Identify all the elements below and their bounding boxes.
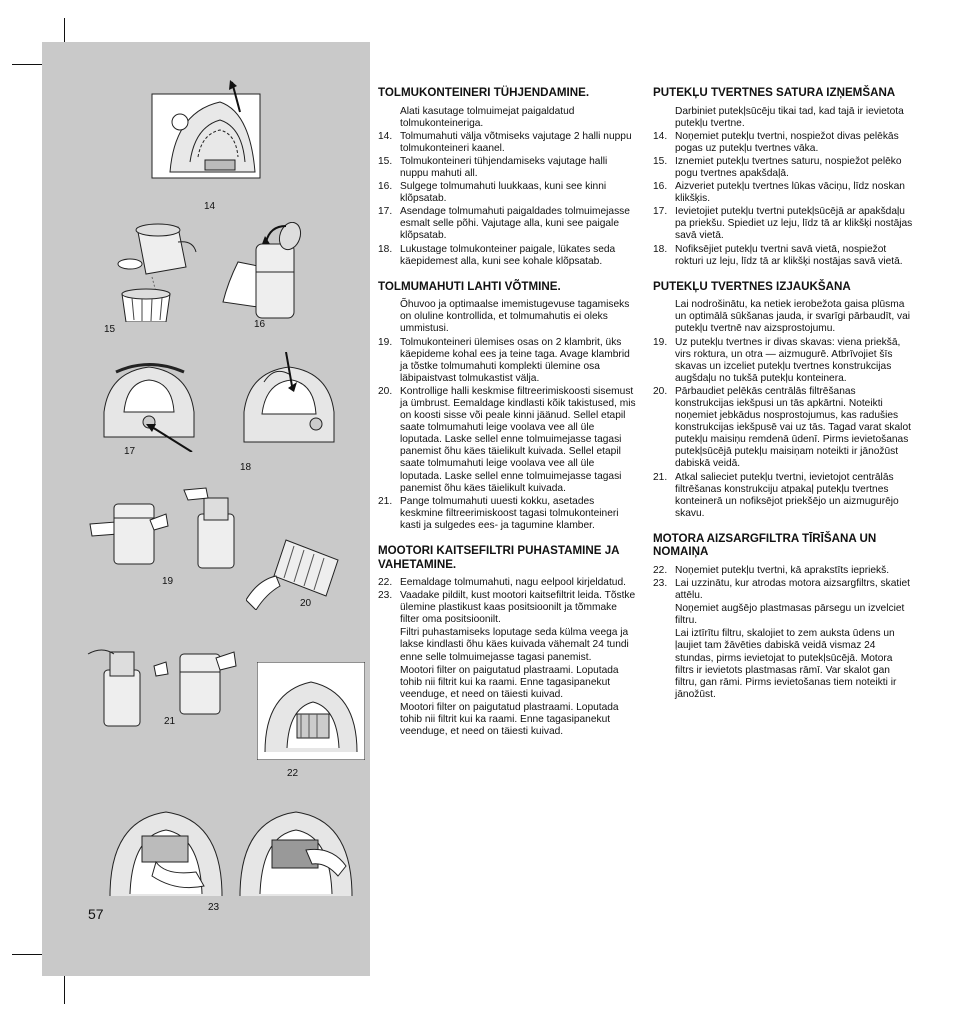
list-item <box>653 472 913 520</box>
item-text: Tolmumahuti välja võtmiseks vajutage 2 halli nuppu tolmukonteineri kaanel. <box>400 130 632 154</box>
motor-filter-illustration <box>257 662 365 760</box>
section-title: PUTEKĻU TVERTNES IZJAUKŠANA <box>653 279 851 293</box>
item-number: 23. <box>653 578 668 589</box>
lift-container-illustration <box>234 352 344 452</box>
item-text: Ievietojiet putekļu tvertni putekļsūcējā ar apakšdaļu pa priekšu. Spiediet uz leju, līdz tā ar klikšķi nostājas savā vietā. <box>675 206 913 242</box>
item-number: 20. <box>653 385 668 397</box>
list-item <box>653 244 913 268</box>
item-number: 22. <box>653 564 668 576</box>
item-text: Atkal salieciet putekļu tvertni, ievietojot centrālās filtrēšanas konstrukciju atpakaļ putekļu tvertnes konteinerā un nofiksējot priekšējo un aizmugurējo skavu. <box>675 471 899 519</box>
list-item <box>378 206 636 242</box>
item-number: 16. <box>378 181 393 193</box>
item-number: 21. <box>378 495 393 507</box>
paragraph: Lai iztīrītu filtru, skalojiet to zem auksta ūdens un ļaujiet tam žāvēties dabiskā veidā vismaz 24 stundas, pirms ievietojat to putekļsūcējā. Motora filtrs ir ievietots plastmasas rāmī. Var skalot gan filtru, gan rāmi. Pirms ievietošanas tiem noteikti ir jānožūst. <box>675 628 897 700</box>
section-disassemble-container <box>378 280 636 532</box>
figure-label-19: 19 <box>162 576 174 587</box>
item-number: 15. <box>378 155 393 167</box>
item-text: Lukustage tolmukonteiner paigale, lükates seda käepidemest alla, kuni see kohale klõpsatab. <box>400 243 616 267</box>
list-item <box>378 590 636 626</box>
section-empty-container <box>378 86 636 268</box>
item-number: 15. <box>653 155 668 167</box>
paragraph: Filtri puhastamiseks loputage seda külma veega ja lakse kindlasti õhu käes kuivada vähemalt 24 tundi enne selle tolmuimejasse tagasi panemist. <box>400 627 629 663</box>
item-text: Eemaldage tolmumahuti, nagu eelpool kirjeldatud. <box>400 577 626 588</box>
item-number: 19. <box>378 336 393 348</box>
section-title: MOOTORI KAITSEFILTRI PUHASTAMINE JA VAHETAMINE. <box>378 544 620 571</box>
section-empty-container <box>653 86 913 268</box>
item-number: 21. <box>653 471 668 483</box>
section-intro: Alati kasutage tolmuimejat paigaldatud tolmukonteineriga. <box>400 105 575 129</box>
figure-label-18: 18 <box>240 462 252 473</box>
item-text: Lai uzzinātu, kur atrodas motora aizsargfiltrs, skatiet attēlu. <box>675 578 910 602</box>
item-number: 14. <box>653 130 668 142</box>
list-item <box>378 181 636 205</box>
column-estonian <box>378 86 636 750</box>
list-item <box>378 577 636 589</box>
list-item <box>653 181 913 205</box>
list-item <box>653 578 913 602</box>
list-item <box>653 386 913 471</box>
vacuum-lid-open-illustration <box>150 72 270 192</box>
item-text: Sulgege tolmumahuti luukkaas, kuni see kinni klõpsatab. <box>400 181 607 205</box>
column-latvian <box>653 86 913 713</box>
item-text: Asendage tolmumahuti paigaldades tolmuimejasse esmalt selle põhi. Vajutage alla, kuni see paigale klõpsatab. <box>400 206 630 242</box>
motor-filter-remove-illustration <box>106 806 356 902</box>
item-number: 20. <box>378 385 393 397</box>
item-text: Nofiksējiet putekļu tvertni savā vietā, nospiežot rokturi uz leju, līdz tā ar klikšķi nostājas savā vietā. <box>675 243 903 267</box>
item-text: Noņemiet putekļu tvertni, nospiežot divas pelēkās pogas uz putekļu tvertnes vāka. <box>675 130 899 154</box>
item-text: Uz putekļu tvertnes ir divas skavas: viena priekšā, virs roktura, un otra — aizmugurē. Atbrīvojiet šīs skavas un izceliet putekļu tvertnes konstrukcijas augšdaļu no tukšā putekļu konteinera. <box>675 336 901 384</box>
item-text: Tolmukonteineri tühjendamiseks vajutage halli nuppu mahuti all. <box>400 155 608 179</box>
section-motor-filter <box>653 532 913 701</box>
list-item <box>378 496 636 532</box>
figure-label-16: 16 <box>254 319 266 330</box>
item-number: 19. <box>653 336 668 348</box>
unclip-container-illustration <box>94 352 204 452</box>
list-item <box>378 244 636 268</box>
emptying-container-illustration <box>108 222 198 322</box>
item-text: Tolmukonteineri ülemises osas on 2 klambrit, üks käepideme kohal ees ja teine taga. Avage klambrid ja tõstke tolmumahuti komplekti ülemine osa läbipaistvast tolmukastist välja. <box>400 336 630 384</box>
closing-lid-illustration <box>218 222 308 322</box>
section-title: TOLMUMAHUTI LAHTI VÕTMINE. <box>378 279 561 293</box>
list-item <box>653 337 913 385</box>
list-item <box>378 386 636 495</box>
rinse-container-illustration <box>88 484 248 574</box>
list-item <box>378 131 636 155</box>
paragraph: Noņemiet augšējo plastmasas pārsegu un izvelciet filtru. <box>675 603 905 627</box>
page-number: 57 <box>88 906 104 922</box>
list-item <box>653 206 913 242</box>
item-number: 18. <box>653 243 668 255</box>
list-item <box>653 156 913 180</box>
figure-label-23: 23 <box>208 902 220 913</box>
figure-label-15: 15 <box>104 324 116 335</box>
paragraph: Mootori filter on paigutatud plastraami. Loputada tohib nii filtrit kui ka raami. Enne tagasipanekut veenduge, et need on täiesti kuivad. <box>400 701 619 738</box>
section-intro: Darbiniet putekļsūcēju tikai tad, kad tajā ir ievietota putekļu tvertne. <box>675 105 904 129</box>
item-text: Pange tolmumahuti uuesti kokku, asetades keskmine filtreerimiskoost tagasi tolmukonteineri kasti ja sulgedes ees- ja tagumine klamber. <box>400 495 619 531</box>
item-number: 17. <box>653 206 668 218</box>
item-text: Iznemiet putekļu tvertnes saturu, nospiežot pelēko pogu tvertnes apakšdaļā. <box>675 155 902 179</box>
figure-label-20: 20 <box>300 598 312 609</box>
item-number: 18. <box>378 243 393 255</box>
list-item <box>378 156 636 180</box>
figure-label-17: 17 <box>124 446 136 457</box>
item-number: 23. <box>378 590 393 602</box>
list-item <box>653 565 913 577</box>
section-title: PUTEKĻU TVERTNES SATURA IZŅEMŠANA <box>653 86 896 99</box>
figure-label-14: 14 <box>204 201 216 212</box>
section-motor-filter <box>378 544 636 738</box>
item-text: Pārbaudiet pelēkās centrālās filtrēšanas konstrukcijas iekšpusi un tās apkārtni. Noteikti noņemiet jebkādus nosprostojumus, kas radušies konstrukcijas iekšpusē vai uz tās. Tagad varat skalot putekļu maisiņu remdenā ūdenī. Pirms ievietošanas putekļsūcējā putekļu maisiņam noteikti ir jānožūst dabiskā veidā. <box>675 385 911 470</box>
section-title: MOTORA AIZSARGFILTRA TĪRĪŠANA UN NOMAIŅA <box>653 531 877 559</box>
item-number: 16. <box>653 181 668 193</box>
item-number: 22. <box>378 577 393 588</box>
item-text: Kontrollige halli keskmise filtreerimiskoosti sisemust ja ümbrust. Eemaldage kindlasti kõik takistused, mis on koosti sisse või peale kinni jäänud. Sellel etapil saate tolmumahuti leige voolava vee all üle loputada. Laske sellel enne tolmuimejasse tagasi panemist õhu käes täielikult kuivada. Sellel etapil saate tolmumahuti leige voolava vee all üle loputada. Laske sellel enne tolmuimejasse tagasi panemist õhu käes täielikult kuivada. <box>400 385 636 494</box>
item-text: Aizveriet putekļu tvertnes lūkas vāciņu, līdz noskan klikšķis. <box>675 181 905 205</box>
item-number: 14. <box>378 130 393 142</box>
section-title: TOLMUKONTEINERI TÜHJENDAMINE. <box>378 86 590 99</box>
section-intro: Õhuvoo ja optimaalse imemistugevuse tagamiseks on oluline kontrollida, et tolmumahutis ei oleks ummistusi. <box>400 299 630 335</box>
figure-label-21: 21 <box>164 716 176 727</box>
paragraph: Mootori filter on paigutatud plastraami. Loputada tohib nii filtrit kui ka raami. Enne tagasipanekut veenduge, et need on täiesti kuivad. <box>400 664 619 700</box>
list-item <box>378 337 636 385</box>
item-text: Noņemiet putekļu tvertni, kā aprakstīts iepriekš. <box>675 564 890 576</box>
item-text: Vaadake pildilt, kust mootori kaitsefiltrit leida. Tõstke ülemine plastikust kaas positsioonilt ja tõmmake filter oma positsioonilt. <box>400 590 636 626</box>
list-item <box>653 131 913 155</box>
section-disassemble-container <box>653 280 913 520</box>
section-intro: Lai nodrošinātu, ka netiek ierobežota gaisa plūsma un optimālā sūkšanas jauda, ir svarīgi pārbaudīt, vai putekļu tvertnē nav aizsprostojumu. <box>675 299 911 335</box>
item-number: 17. <box>378 206 393 218</box>
figure-label-22: 22 <box>287 768 299 779</box>
